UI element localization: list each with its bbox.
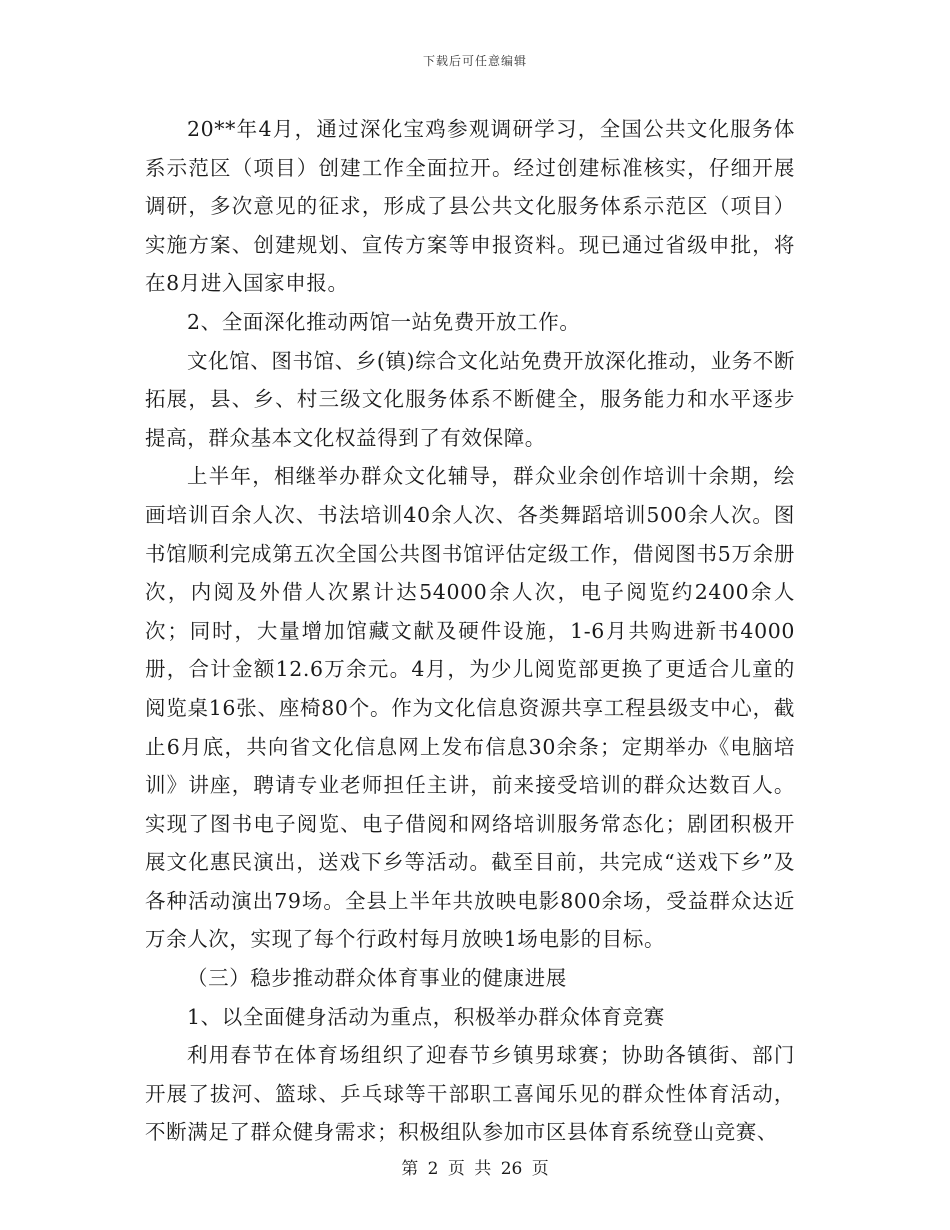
header-note: 下载后可任意编辑 xyxy=(422,54,527,68)
heading-fitness-activities: 1、以全面健身活动为重点，积极举办群众体育竞赛 xyxy=(187,1004,665,1029)
heading-free-opening: 2、全面深化推动两馆一站免费开放工作。 xyxy=(187,309,581,334)
paragraph-demonstration-zone: 20**年4月，通过深化宝鸡参观调研学习，全国公共文化服务体系示范区（项目）创建工作全面拉开。经过创建标准核实，仔细开展调研，多次意见的征求，形成了县公共文化服务体系示范区（项目）实施方案、创建规划、宣传方案等申报资料。现已通过省级申批，将在8月进入国家申报。 xyxy=(145,117,795,296)
paragraph-sports-events: 利用春节在体育场组织了迎春节乡镇男球赛；协助各镇街、部门开展了拔河、篮球、乒乓球等干部职工喜闻乐见的群众性体育活动，不断满足了群众健身需求；积极组队参加市区县体育系统登山竞赛、 xyxy=(145,1043,795,1145)
paragraph-first-half-activities: 上半年，相继举办群众文化辅导，群众业余创作培训十余期，绘画培训百余人次、书法培训40余人次、各类舞蹈培训500余人次。图书馆顺利完成第五次全国公共图书馆评估定级工作，借阅图书5万余册次，内阅及外借人次累计达54000余人次，电子阅览约2400余人次；同时，大量增加馆藏文献及硬件设施，1-6月共购进新书4000册，合计金额12.6万余元。4月，为少儿阅览部更换了更适合儿童的阅览桌16张、座椅80个。作为文化信息资源共享工程县级支中心，截止6月底，共向省文化信息网上发布信息30余条；定期举办《电脑培训》讲座，聘请专业老师担任主讲，前来接受培训的群众达数百人。实现了图书电子阅览、电子借阅和网络培训服务常态化；剧团积极开展文化惠民演出，送戏下乡等活动。截至目前，共完成“送戏下乡”及各种活动演出79场。全县上半年共放映电影800余场，受益群众达近万余人次，实现了每个行政村每月放映1场电影的目标。 xyxy=(145,464,795,952)
paragraph-free-opening: 文化馆、图书馆、乡(镇)综合文化站免费开放深化推动，业务不断拓展，县、乡、村三级文化服务体系不断健全，服务能力和水平逐步提高，群众基本文化权益得到了有效保障。 xyxy=(145,348,795,450)
heading-section-three: （三）稳步推动群众体育事业的健康进展 xyxy=(187,966,567,991)
page-number: 第 2 页 共 26 页 xyxy=(401,1159,549,1179)
document-body xyxy=(145,110,795,1152)
